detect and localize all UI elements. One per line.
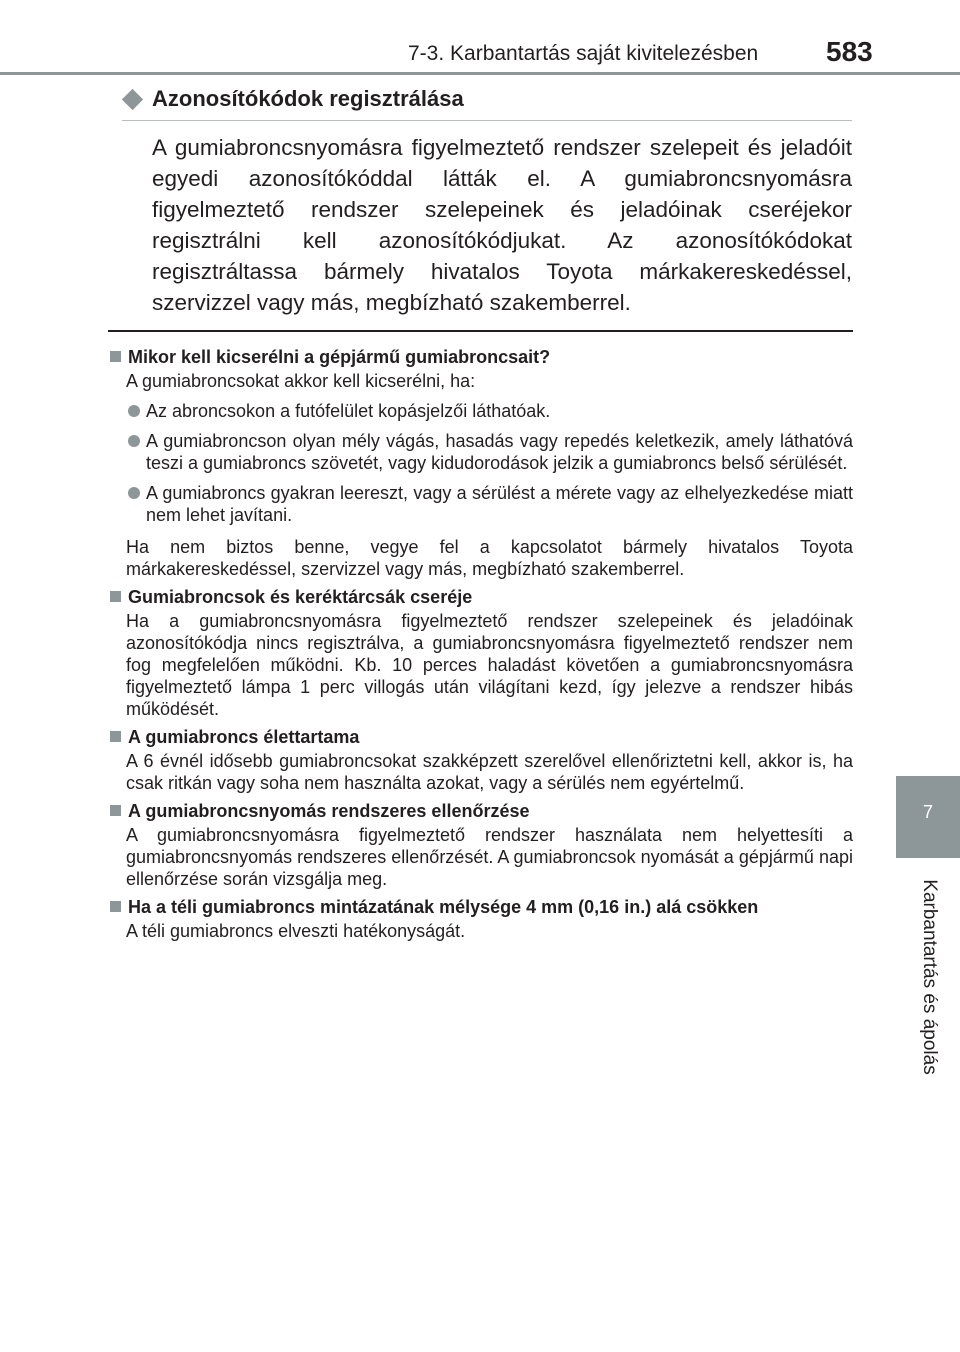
list-item: Az abroncsokon a futófelület kopásjelzői láthatóak. [108, 400, 853, 422]
section-paragraph: Ha nem biztos benne, vegye fel a kapcsolatot bármely hivatalos Toyota márkakereskedéssel, szervizzel vagy más, megbízható szakemberrel. [126, 537, 853, 579]
section-paragraph: Ha a gumiabroncsnyomásra figyelmeztető rendszer szelepeinek és jeladóinak azonosítókódja nincs regisztrálva, a gumiabroncsnyomásra figyelmeztető rendszer nem fog megfelelően működni. Kb. 10 perces haladást követően a gumiabroncsnyomásra figyelmeztető lámpa 1 perc villogás után világítani kezd, így jelezve a rendszer hibás működését. [126, 611, 853, 719]
box-heading-text: Azonosítókódok regisztrálása [152, 86, 464, 111]
list-item: A gumiabroncson olyan mély vágás, hasadás vagy repedés keletkezik, amely láthatóvá teszi a gumiabroncs szövetét, vagy kidudorodások jelzik a gumiabroncs belső sérülését. [108, 430, 853, 474]
chapter-side-label-text: Karbantartás és ápolás [919, 879, 940, 1075]
section-paragraph: A 6 évnél idősebb gumiabroncsokat szakképzett szerelővel ellenőriztetni kell, akkor is, ha csak ritkán vagy soha nem használta azokat, vagy a sérülés nem egyértelmű. [126, 751, 853, 793]
chapter-title: 7-3. Karbantartás saját kivitelezésben [408, 42, 759, 65]
section-heading: Mikor kell kicserélni a gépjármű gumiabroncsait? [108, 346, 853, 368]
header-rule [0, 72, 960, 75]
chapter-tab [896, 776, 960, 858]
section-heading: A gumiabroncs élettartama [108, 726, 853, 748]
box-paragraph: A gumiabroncsnyomásra figyelmeztető rendszer szelepeit és jeladóit egyedi azonosítókóddal látták el. A gumiabroncsnyomásra figyelmeztető rendszer szelepeinek és jeladóinak cseréjekor regisztrálni kell azonosítókódjukat. Az azonosítókódokat regisztráltassa bármely hivatalos Toyota márkakereskedéssel, szervizzel vagy más, megbízható szakemberrel. [152, 135, 852, 315]
chapter-tab-number: 7 [922, 802, 933, 822]
round-bullet-icon [128, 487, 140, 499]
page-header [0, 0, 960, 80]
section-heading: Ha a téli gumiabroncs mintázatának mélysége 4 mm (0,16 in.) alá csökken [108, 896, 853, 918]
diamond-icon [122, 89, 143, 110]
section-paragraph: A téli gumiabroncs elveszti hatékonyságát. [126, 921, 466, 941]
square-bullet-icon [110, 901, 121, 912]
square-bullet-icon [110, 591, 121, 602]
page-number: 583 [826, 36, 873, 67]
round-bullet-icon [128, 435, 140, 447]
box-heading-rule [122, 120, 852, 121]
square-bullet-icon [110, 805, 121, 816]
section-heading: Gumiabroncsok és keréktárcsák cseréje [108, 586, 853, 608]
section-paragraph: A gumiabroncsokat akkor kell kicserélni, ha: [126, 371, 476, 391]
section-paragraph: A gumiabroncsnyomásra figyelmeztető rendszer használata nem helyettesíti a gumiabroncsnyomás rendszeres ellenőrzését. A gumiabroncsok nyomását a gépjármű napi ellenőrzése során vizsgálja meg. [126, 825, 853, 889]
chapter-side-label [917, 874, 941, 1080]
section-divider [108, 330, 853, 332]
box-heading [122, 86, 464, 112]
list-item: A gumiabroncs gyakran leereszt, vagy a sérülést a mérete vagy az elhelyezkedése miatt nem lehet javítani. [108, 482, 853, 526]
square-bullet-icon [110, 351, 121, 362]
notes-content [108, 340, 853, 944]
square-bullet-icon [110, 731, 121, 742]
section-heading: A gumiabroncsnyomás rendszeres ellenőrzése [108, 800, 853, 822]
round-bullet-icon [128, 405, 140, 417]
